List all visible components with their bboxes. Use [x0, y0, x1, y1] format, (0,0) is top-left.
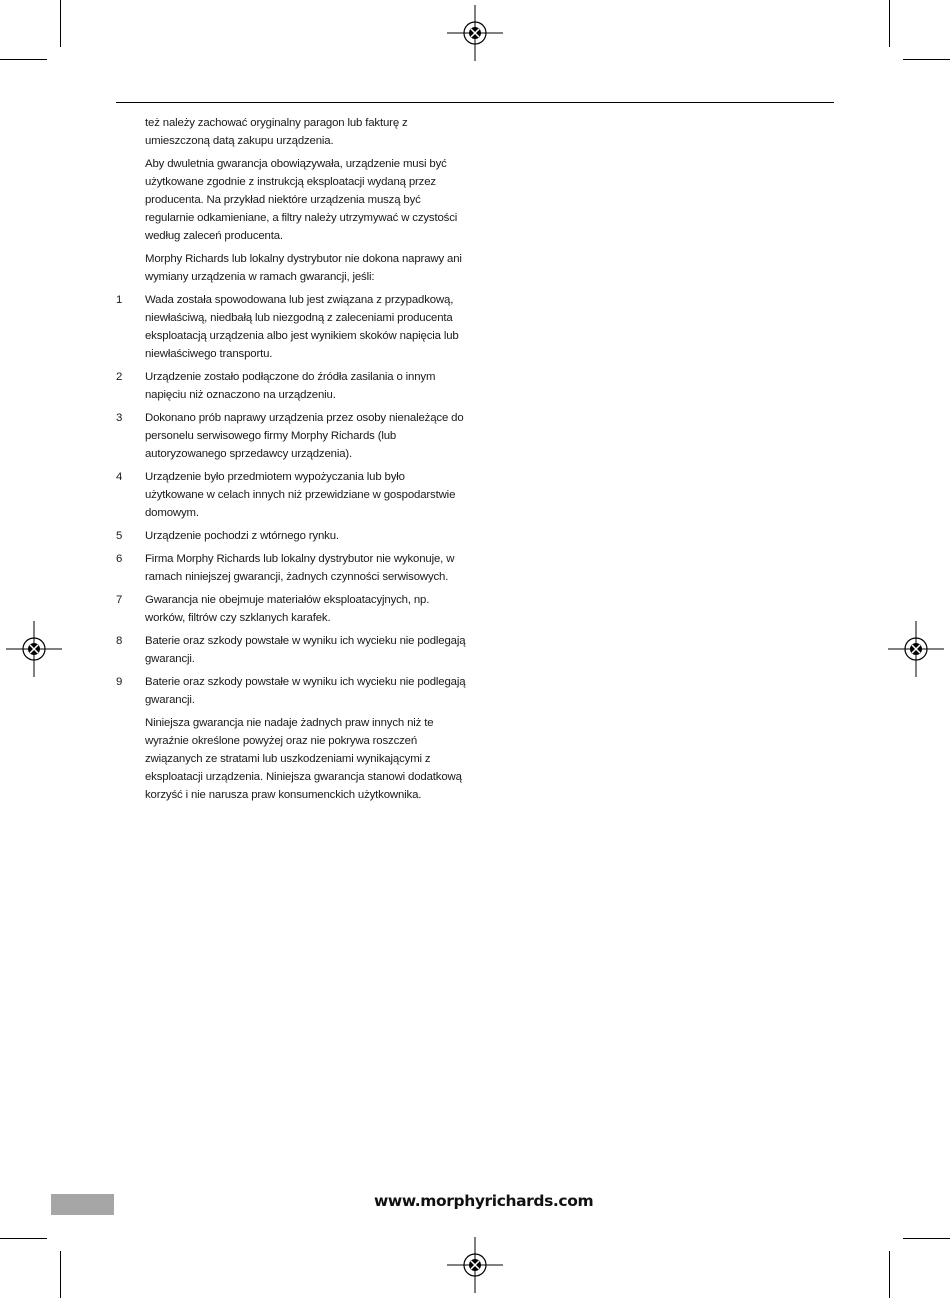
- condition-item: [116, 673, 466, 709]
- condition-number: 7: [116, 594, 123, 606]
- intro-paragraph: Aby dwuletnia gwarancja obowiązywała, urządzenie musi być użytkowane zgodnie z instrukcją eksploatacji wydaną przez producenta. Na przykład niektóre urządzenia muszą być regularnie odkamieniane, a filtry należy utrzymywać w czystości według zaleceń producenta.: [145, 158, 458, 242]
- registration-target-icon: [447, 1237, 503, 1293]
- crop-mark-bottom-right-horizontal: [903, 1238, 950, 1239]
- condition-text: Urządzenie zostało podłączone do źródła zasilania o innym napięciu niż oznaczono na urządzeniu.: [145, 371, 436, 401]
- condition-item: [116, 291, 466, 363]
- condition-number: 6: [116, 553, 123, 565]
- crop-mark-top-left-horizontal: [0, 59, 47, 60]
- crop-mark-bottom-left-horizontal: [0, 1238, 47, 1239]
- header-rule: [116, 102, 834, 103]
- registration-target-icon: [447, 5, 503, 61]
- intro-paragraph: Morphy Richards lub lokalny dystrybutor nie dokona naprawy ani wymiany urządzenia w ramach gwarancji, jeśli:: [145, 253, 462, 283]
- condition-item: [116, 409, 466, 463]
- condition-item: [116, 368, 466, 404]
- condition-item: [116, 550, 466, 586]
- condition-item: [116, 527, 466, 545]
- condition-number: 4: [116, 471, 123, 483]
- condition-number: 2: [116, 371, 123, 383]
- condition-number: 5: [116, 530, 123, 542]
- condition-text: Dokonano prób naprawy urządzenia przez osoby nienależące do personelu serwisowego firmy Morphy Richards (lub autoryzowanego sprzedawcy urządzenia).: [145, 412, 464, 460]
- condition-text: Wada została spowodowana lub jest związana z przypadkową, niewłaściwą, niedbałą lub niezgodną z zaleceniami producenta eksploatacją urządzenia albo jest wynikiem skoków napięcia lub niewłaściwego transportu.: [145, 294, 459, 360]
- condition-text: Baterie oraz szkody powstałe w wyniku ich wycieku nie podlegają gwarancji.: [145, 635, 466, 665]
- crop-mark-top-left-vertical: [60, 0, 61, 47]
- condition-number: 3: [116, 412, 123, 424]
- condition-text: Urządzenie pochodzi z wtórnego rynku.: [145, 530, 339, 542]
- registration-target-icon: [888, 621, 944, 677]
- crop-mark-bottom-left-vertical: [60, 1251, 61, 1298]
- footer-website: www.morphyrichards.com: [374, 1192, 594, 1210]
- condition-number: 1: [116, 294, 123, 306]
- condition-text: Urządzenie było przedmiotem wypożyczania lub było użytkowane w celach innych niż przewidziane w gospodarstwie domowym.: [145, 471, 456, 519]
- condition-number: 9: [116, 676, 123, 688]
- condition-text: Baterie oraz szkody powstałe w wyniku ich wycieku nie podlegają gwarancji.: [145, 676, 466, 706]
- crop-mark-top-right-horizontal: [903, 59, 950, 60]
- page-number-tab: [51, 1194, 114, 1215]
- crop-mark-top-right-vertical: [889, 0, 890, 47]
- condition-item: [116, 632, 466, 668]
- condition-item: [116, 468, 466, 522]
- crop-mark-bottom-right-vertical: [889, 1251, 890, 1298]
- condition-text: Firma Morphy Richards lub lokalny dystrybutor nie wykonuje, w ramach niniejszej gwarancji, żadnych czynności serwisowych.: [145, 553, 455, 583]
- condition-number: 8: [116, 635, 123, 647]
- condition-text: Gwarancja nie obejmuje materiałów eksploatacyjnych, np. worków, filtrów czy szklanych karafek.: [145, 594, 430, 624]
- intro-paragraph: też należy zachować oryginalny paragon lub fakturę z umieszczoną datą zakupu urządzenia.: [145, 117, 408, 147]
- warranty-text-column: [116, 114, 466, 809]
- closing-paragraph: Niniejsza gwarancja nie nadaje żadnych praw innych niż te wyraźnie określone powyżej oraz nie pokrywa roszczeń związanych ze stratami lub uszkodzeniami wynikającymi z eksploatacji urządzenia. Niniejsza gwarancja stanowi dodatkową korzyść i nie narusza praw konsumenckich użytkownika.: [145, 717, 462, 801]
- condition-item: [116, 591, 466, 627]
- registration-target-icon: [6, 621, 62, 677]
